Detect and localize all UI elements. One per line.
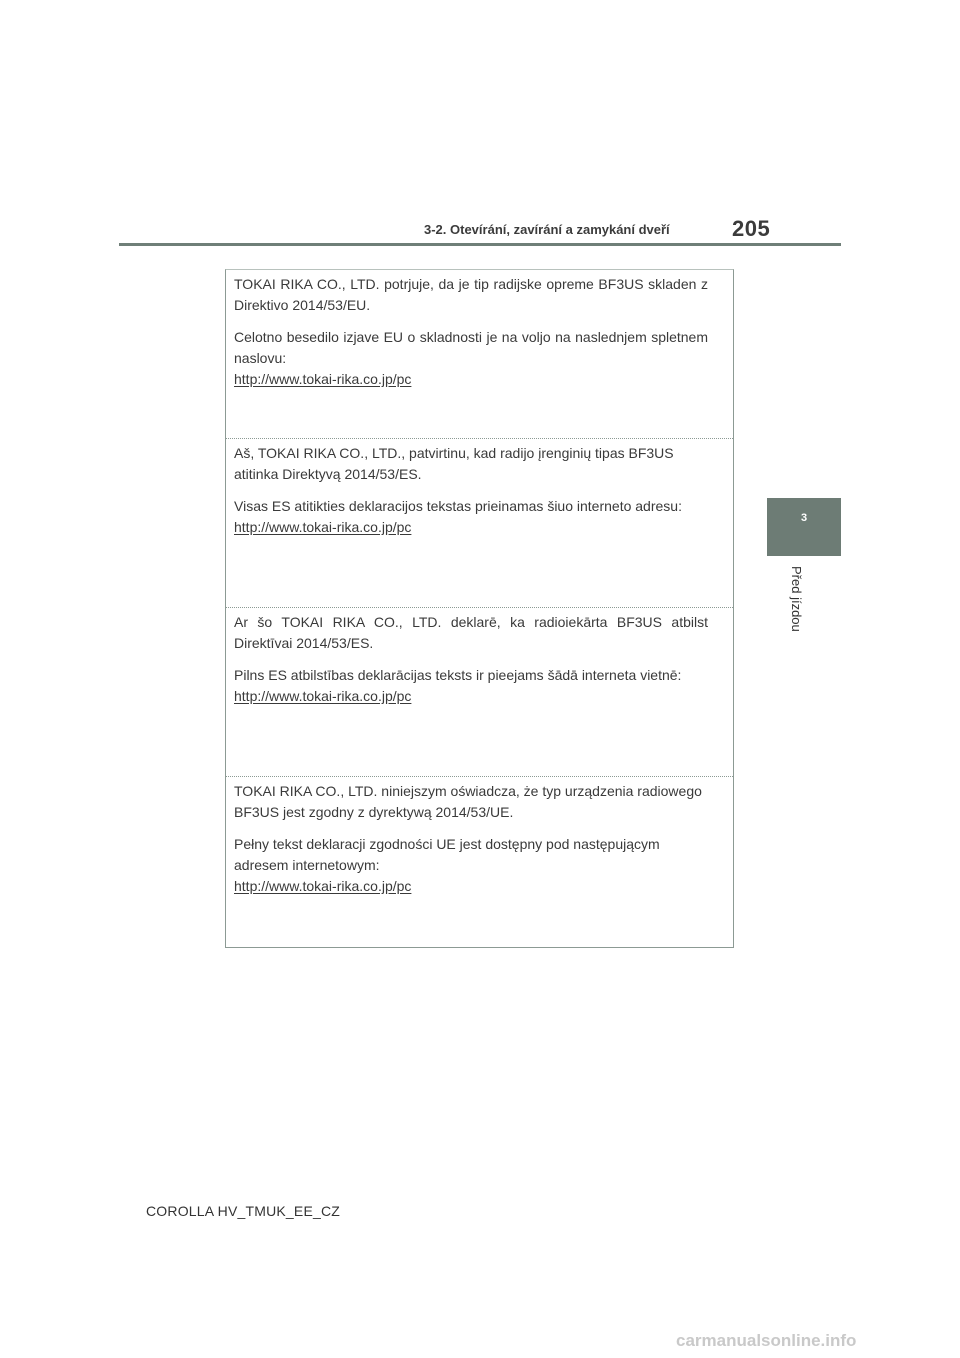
model-code: COROLLA HV_TMUK_EE_CZ: [146, 1203, 341, 1219]
chapter-tab[interactable]: [767, 498, 841, 556]
declaration-link[interactable]: http://www.tokai-rika.co.jp/pc: [234, 371, 412, 387]
declaration-table: [225, 269, 734, 948]
watermark: carmanualsonline.info: [676, 1331, 857, 1350]
declaration-statement: TOKAI RIKA CO., LTD. niniejszym oświadcza, że typ urządzenia radiowego BF3US jest zgodny z dyrektywą 2014/53/UE.: [234, 783, 702, 820]
declaration-statement: Ar šo TOKAI RIKA CO., LTD. deklarē, ka radioiekārta BF3US atbilst Direktīvai 2014/53/ES.: [234, 614, 708, 651]
declaration-statement: Aš, TOKAI RIKA CO., LTD., patvirtinu, kad radijo įrenginių tipas BF3US atitinka Direktyvą 2014/53/ES.: [234, 445, 674, 482]
declaration-statement: TOKAI RIKA CO., LTD. potrjuje, da je tip radijske opreme BF3US skladen z Direktivo 2014/53/EU.: [234, 276, 708, 313]
declaration-polish: [226, 777, 733, 947]
page-number: 205: [732, 216, 771, 241]
declaration-slovenian: [226, 270, 733, 439]
declaration-link[interactable]: http://www.tokai-rika.co.jp/pc: [234, 519, 412, 535]
chapter-title: Před jízdou: [789, 566, 804, 632]
declaration-link[interactable]: http://www.tokai-rika.co.jp/pc: [234, 878, 412, 894]
declaration-availability: Pełny tekst deklaracji zgodności UE jest dostępny pod następującym adresem internetowym:: [234, 836, 660, 873]
declaration-link[interactable]: http://www.tokai-rika.co.jp/pc: [234, 688, 412, 704]
declaration-lithuanian: [226, 439, 733, 608]
declaration-availability: Celotno besedilo izjave EU o skladnosti je na voljo na naslednjem spletnem naslovu:: [234, 329, 708, 366]
declaration-availability: Pilns ES atbilstības deklarācijas teksts ir pieejams šādā interneta vietnē:: [234, 667, 682, 683]
chapter-number: 3: [800, 512, 808, 524]
declaration-latvian: [226, 608, 733, 777]
header-divider: [119, 243, 841, 246]
declaration-availability: Visas ES atitikties deklaracijos tekstas prieinamas šiuo interneto adresu:: [234, 498, 682, 514]
section-title: 3-2. Otevírání, zavírání a zamykání dveří: [424, 222, 670, 237]
